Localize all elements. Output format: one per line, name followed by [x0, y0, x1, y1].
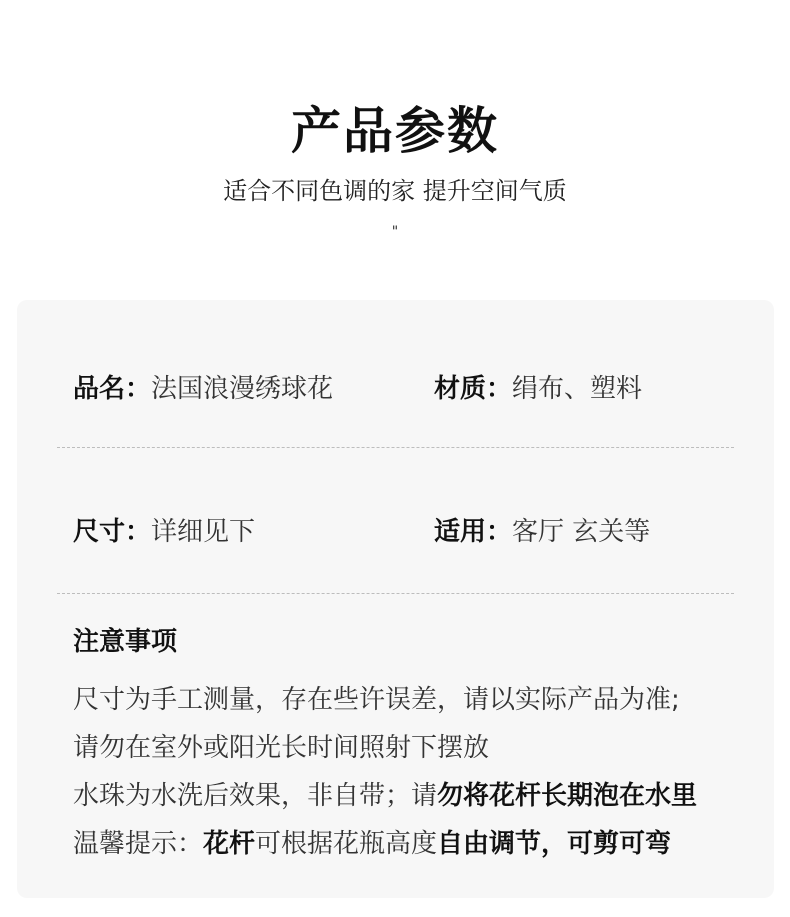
divider-1 — [57, 447, 734, 448]
note-line-3-emphasis: 勿将花杆长期泡在水里 — [437, 781, 698, 811]
page-subtitle: 适合不同色调的家 提升空间气质 — [223, 177, 567, 205]
note-line-4-prefix: 温馨提示： — [73, 829, 204, 859]
note-line-2: 请勿在室外或阳光长时间照射下摆放 — [73, 733, 490, 763]
param-size — [73, 514, 255, 550]
param-size-label: 尺寸： — [73, 517, 152, 547]
note-line-1: 尺寸为手工测量，存在些许误差，请以实际产品为准; — [73, 685, 680, 715]
param-size-value: 详细见下 — [151, 517, 256, 547]
note-line-4-emphasis-2: 自由调节，可剪可弯 — [437, 829, 672, 859]
note-line-4-emphasis-1: 花杆 — [203, 829, 256, 859]
param-name-value: 法国浪漫绣球花 — [151, 374, 334, 404]
param-usage-label: 适用： — [434, 517, 513, 547]
param-material — [434, 371, 642, 407]
note-line-4 — [73, 826, 671, 862]
param-name — [73, 371, 333, 407]
param-material-label: 材质： — [434, 374, 513, 404]
param-usage — [434, 514, 650, 550]
note-line-3-text: 水珠为水洗后效果，非自带；请 — [73, 781, 438, 811]
param-usage-value: 客厅 玄关等 — [512, 517, 651, 547]
note-line-3 — [73, 778, 697, 814]
divider-2 — [57, 593, 734, 594]
params-panel — [17, 300, 774, 898]
param-name-label: 品名： — [73, 374, 152, 404]
note-line-4-text: 可根据花瓶高度 — [255, 829, 438, 859]
notes-title: 注意事项 — [73, 627, 178, 657]
quote-marker: " — [391, 224, 399, 240]
param-material-value: 绢布、塑料 — [512, 374, 643, 404]
page-title: 产品参数 — [291, 102, 499, 160]
